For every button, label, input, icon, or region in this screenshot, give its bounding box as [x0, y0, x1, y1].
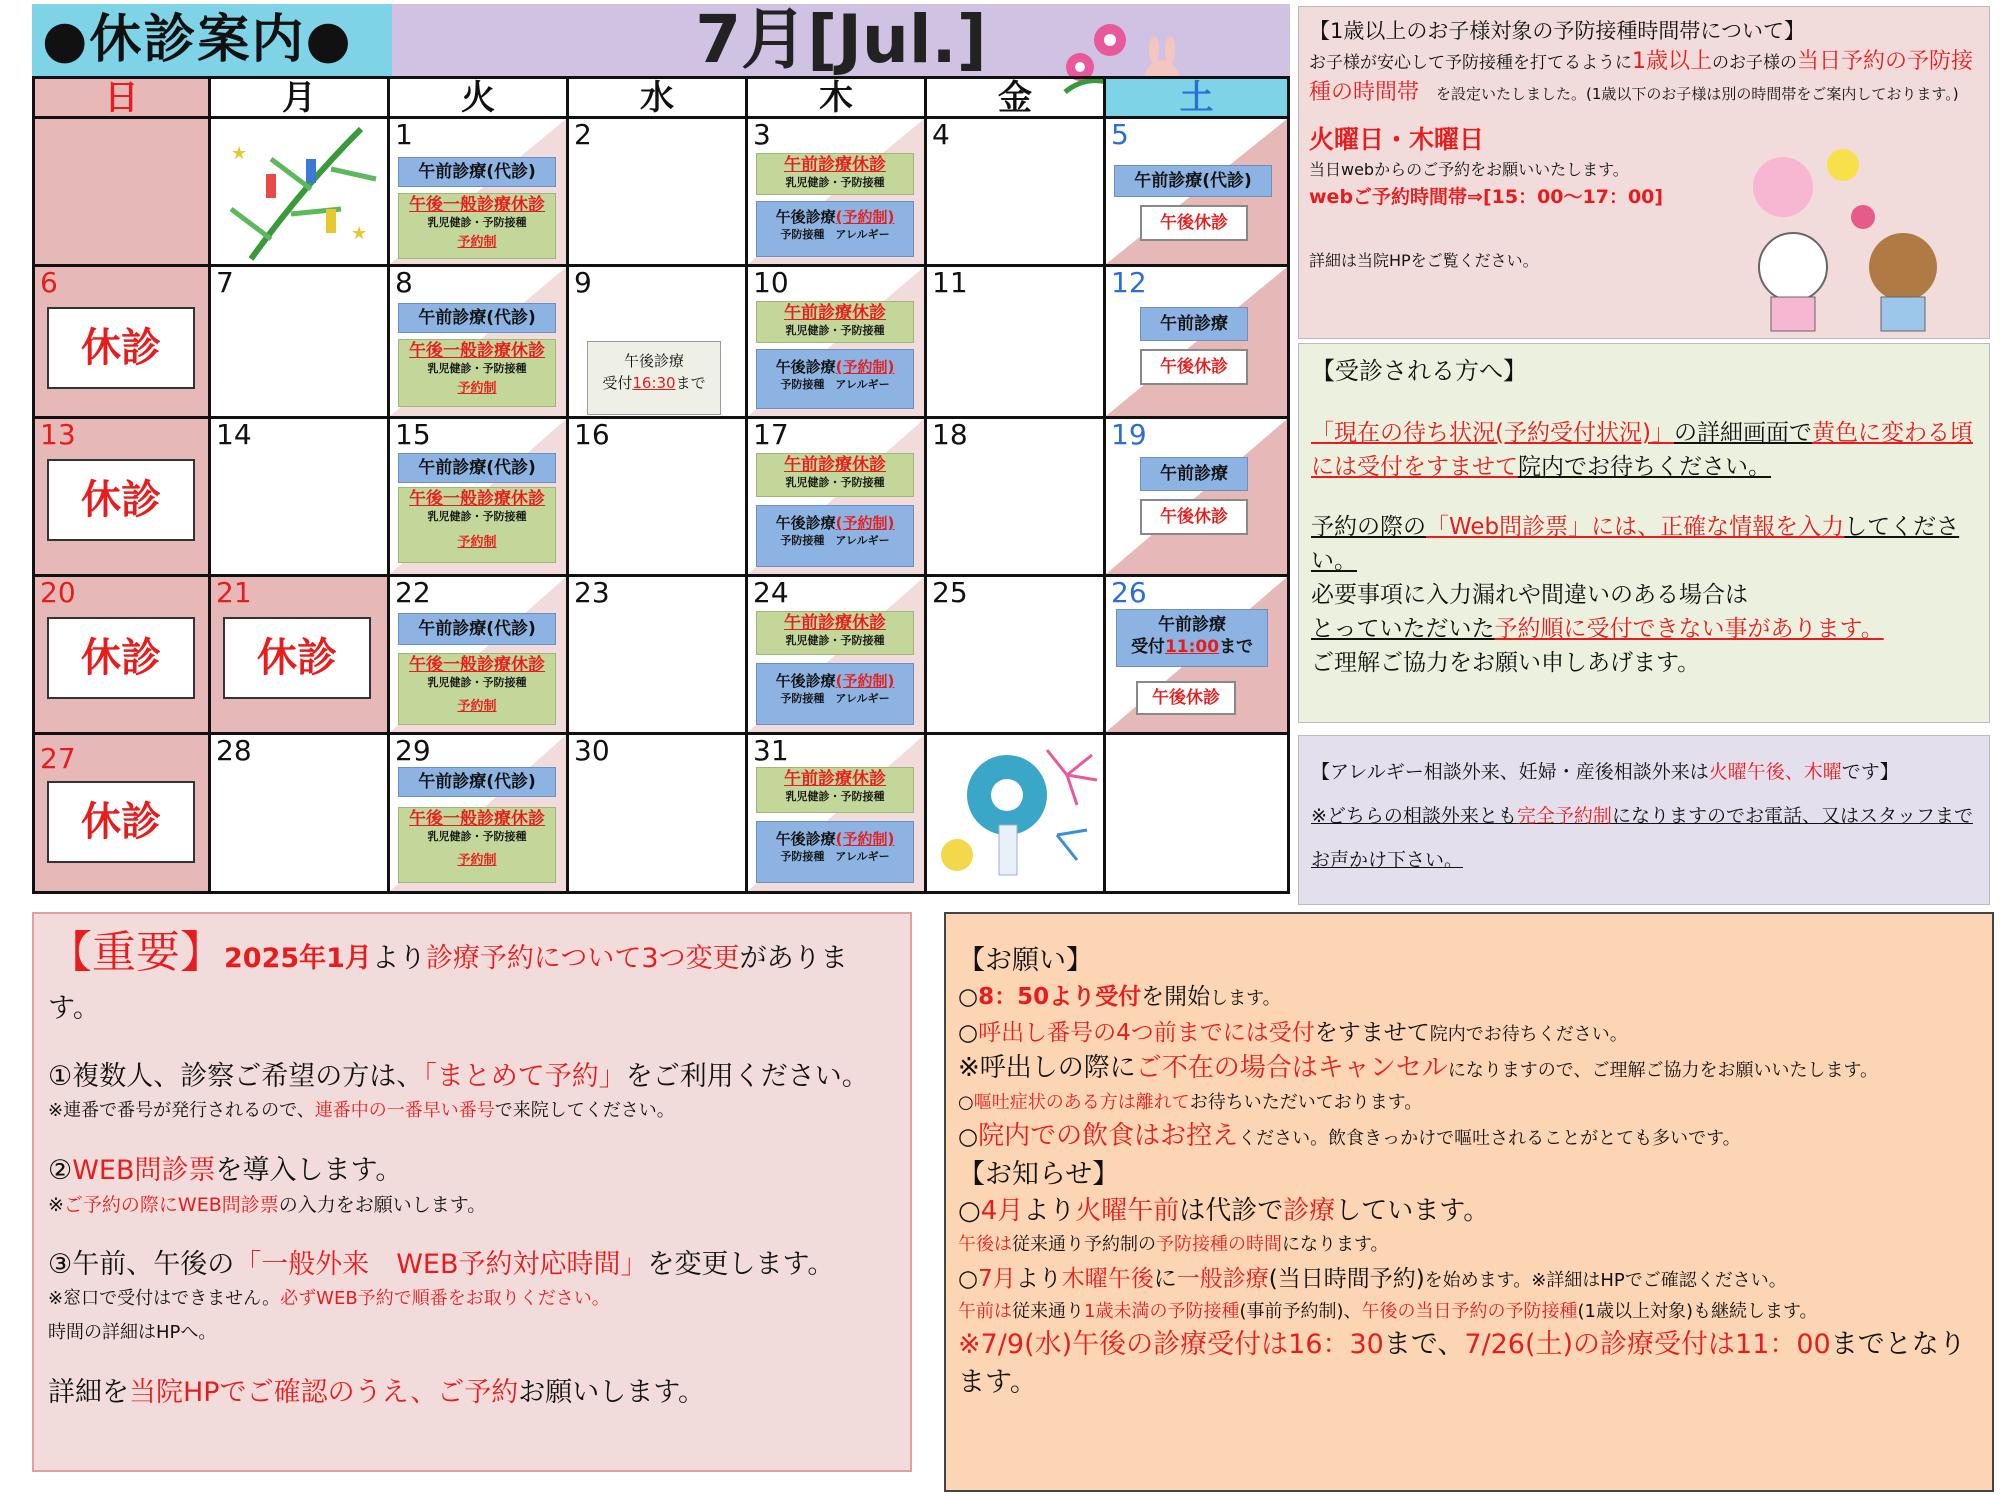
svg-text:★: ★ — [231, 143, 248, 164]
day-number: 10 — [753, 267, 789, 299]
calendar-title-month: 7月[Jul.] — [392, 4, 1290, 76]
calendar-title-left: ●休診案内● — [32, 4, 392, 76]
pm-general-closed-block: 午後一般診療休診 乳児健診・予防接種 予約制 — [398, 653, 556, 725]
vaccination-web-note: 当日webからのご予約をお願いいたします。 — [1309, 160, 1629, 179]
am-substitute-block: 午前診療(代診) — [1114, 165, 1272, 197]
day-number: 30 — [574, 735, 610, 767]
day-number: 20 — [40, 577, 76, 609]
am-clinic-block: 午前診療 — [1140, 307, 1248, 341]
day-number: 9 — [574, 267, 592, 299]
day-cell — [569, 267, 748, 419]
pm-clinic-block: 午後診療(予約制) 予防接種 アレルギー — [756, 505, 914, 567]
visitor-panel-line-5: ご理解ご協力をお願い申しあげます。 — [1311, 650, 1701, 676]
notice-item-3: ※7/9(水)午後の診療受付は16：30まで、7/26(土)の診療受付は11：00までとなります。 — [958, 1329, 1966, 1398]
day-cell-holiday — [211, 577, 390, 735]
day-cell — [390, 577, 569, 735]
am-closed-block: 午前診療休診 乳児健診・予防接種 — [756, 611, 914, 655]
visitor-panel-line-1: 「現在の待ち状況(予約受付状況)」の詳細画面で黄色に変わる頃には受付をすませて院内でお待ちください。 — [1311, 420, 1973, 480]
closed-label: 休診 — [47, 617, 195, 699]
pm-clinic-block: 午後診療(予約制) 予防接種 アレルギー — [756, 663, 914, 725]
request-item-3: ※呼出しの際にご不在の場合はキャンセルになりますので、ご理解ご協力をお願いいたします。 — [958, 1053, 1879, 1083]
pm-off-block: 午後休診 — [1140, 349, 1248, 385]
day-number: 19 — [1111, 419, 1147, 451]
request-item-2: ○呼出し番号の4つ前までには受付をすませて院内でお待ちください。 — [958, 1020, 1628, 1046]
day-number: 31 — [753, 735, 789, 767]
day-number: 21 — [216, 577, 252, 609]
day-number: 29 — [395, 735, 431, 767]
closed-label: 休診 — [47, 781, 195, 863]
am-closed-block: 午前診療休診 乳児健診・予防接種 — [756, 453, 914, 497]
day-number: 3 — [753, 119, 771, 151]
visitor-panel-line-4: とっていただいた予約順に受付できない事があります。 — [1311, 616, 1884, 642]
important-footer: 詳細を当院HPでご確認のうえ、ご予約お願いします。 — [48, 1377, 706, 1408]
weekday-wed: 水 — [569, 79, 748, 119]
day-cell-empty — [211, 119, 390, 267]
pm-clinic-block: 午後診療(予約制) 予防接種 アレルギー — [756, 349, 914, 409]
request-title: 【お願い】 — [958, 945, 1093, 976]
day-cell-saturday — [1106, 267, 1287, 419]
day-cell — [211, 419, 390, 577]
allergy-consultation-panel — [1298, 735, 1990, 905]
wind-chime-fireworks-illustration — [927, 735, 1106, 891]
day-cell-saturday — [1106, 577, 1287, 735]
day-cell — [569, 119, 748, 267]
day-number: 6 — [40, 267, 58, 299]
pm-clinic-block: 午後診療(予約制) 予防接種 アレルギー — [756, 201, 914, 257]
day-cell — [927, 267, 1106, 419]
important-item-2: ②WEB問診票を導入します。 — [48, 1155, 403, 1186]
day-number: 22 — [395, 577, 431, 609]
closed-label: 休診 — [47, 459, 195, 541]
am-substitute-block: 午前診療(代診) — [398, 453, 556, 483]
day-cell — [211, 267, 390, 419]
day-cell — [748, 119, 927, 267]
vaccination-web-hours: webご予約時間帯⇒[15：00～17：00] — [1309, 186, 1664, 208]
day-number: 27 — [40, 742, 76, 775]
day-number: 15 — [395, 419, 431, 451]
day-cell-sunday — [35, 735, 211, 891]
pm-off-block: 午後休診 — [1140, 205, 1248, 241]
weekday-sat: 土 — [1106, 79, 1287, 119]
day-cell — [569, 577, 748, 735]
request-notice-panel — [944, 912, 1994, 1492]
am-closed-block: 午前診療休診 乳児健診・予防接種 — [756, 301, 914, 343]
pm-general-closed-block: 午後一般診療休診 乳児健診・予防接種 予約制 — [398, 339, 556, 407]
day-number: 13 — [40, 419, 76, 451]
pm-clinic-note-block: 午後診療 受付16:30まで — [587, 341, 721, 415]
am-clinic-block: 午前診療 — [1140, 457, 1248, 491]
day-cell — [748, 267, 927, 419]
weekday-mon: 月 — [211, 79, 390, 119]
day-number: 28 — [216, 735, 252, 767]
am-clinic-block: 午前診療 受付11:00まで — [1116, 609, 1268, 667]
day-cell-empty — [35, 119, 211, 267]
day-cell-sunday — [35, 419, 211, 577]
tanabata-bamboo-illustration — [211, 119, 390, 267]
day-number: 18 — [932, 419, 968, 451]
notice-title: 【お知らせ】 — [958, 1159, 1120, 1190]
svg-text:★: ★ — [351, 223, 368, 244]
day-number: 25 — [932, 577, 968, 609]
day-cell-sunday — [35, 577, 211, 735]
weekday-thu: 木 — [748, 79, 927, 119]
notice-item-1: ○4月より火曜午前は代診で診療しています。 — [958, 1196, 1490, 1226]
pm-general-closed-block: 午後一般診療休診 乳児健診・予防接種 予約制 — [398, 487, 556, 563]
important-item-3-note-2: 時間の詳細はHPへ。 — [48, 1322, 217, 1343]
important-heading: 【重要】2025年1月より診療予約について3つ変更があります。 — [48, 927, 848, 1024]
pm-general-closed-block: 午後一般診療休診 乳児健診・予防接種 予約制 — [398, 193, 556, 259]
am-substitute-block: 午前診療(代診) — [398, 767, 556, 797]
day-cell — [569, 419, 748, 577]
request-item-1: ○8：50より受付を開始します。 — [958, 984, 1281, 1010]
notice-item-2: ○7月より木曜午後に一般診療(当日時間予約)を始めます。※詳細はHPでご確認ください。 — [958, 1266, 1787, 1292]
day-cell — [390, 119, 569, 267]
day-cell — [927, 577, 1106, 735]
vaccination-time-panel — [1298, 6, 1990, 339]
vaccination-hp-note: 詳細は当院HPをご覧ください。 — [1309, 251, 1539, 270]
important-notice-panel — [32, 912, 912, 1472]
day-number: 4 — [932, 119, 950, 151]
important-item-2-note: ※ご予約の際にWEB問診票の入力をお願いします。 — [48, 1194, 487, 1216]
day-cell — [390, 267, 569, 419]
day-cell — [211, 735, 390, 891]
day-number: 17 — [753, 419, 789, 451]
day-number: 11 — [932, 267, 968, 299]
am-closed-block: 午前診療休診 乳児健診・予防接種 — [756, 153, 914, 195]
day-number: 1 — [395, 119, 413, 151]
am-substitute-block: 午前診療(代診) — [398, 303, 556, 333]
day-number: 23 — [574, 577, 610, 609]
day-number: 12 — [1111, 267, 1147, 299]
closed-label: 休診 — [47, 307, 195, 389]
vaccination-panel-title: 【1歳以上のお子様対象の予防接種時間帯について】 — [1309, 19, 1805, 43]
day-cell-empty — [927, 735, 1106, 891]
notice-item-2-note: 午前は従来通り1歳未満の予防接種(事前予約制)、午後の当日予約の予防接種(1歳以上対象)も継続します。 — [958, 1301, 1818, 1322]
day-cell — [569, 735, 748, 891]
day-number: 16 — [574, 419, 610, 451]
pm-off-block: 午後休診 — [1136, 681, 1236, 715]
vaccination-panel-text: お子様が安心して予防接種を打てるように1歳以上のお子様の当日予約の予防接種の時間帯 を設定いたしました。(1歳以下のお子様は別の時間帯をご案内しております。) — [1309, 49, 1974, 105]
visitor-panel-line-3: 必要事項に入力漏れや間違いのある場合は — [1311, 582, 1748, 608]
day-cell — [748, 419, 927, 577]
request-item-5: ○院内での飲食はお控えください。飲食きっかけで嘔吐されることがとても多いです。 — [958, 1121, 1741, 1151]
important-item-1: ①複数人、診察ご希望の方は、「まとめて予約」をご利用ください。 — [48, 1061, 869, 1092]
day-cell — [748, 577, 927, 735]
am-substitute-block: 午前診療(代診) — [398, 157, 556, 187]
visitor-info-panel — [1298, 343, 1990, 723]
day-number: 7 — [216, 267, 234, 299]
visitor-panel-line-2: 予約の際の「Web問診票」には、正確な情報を入力してください。 — [1311, 514, 1960, 574]
visitor-panel-title: 【受診される方へ】 — [1311, 357, 1527, 385]
day-number: 14 — [216, 419, 252, 451]
pm-general-closed-block: 午後一般診療休診 乳児健診・予防接種 予約制 — [398, 807, 556, 883]
important-item-3: ③午前、午後の「一般外来 WEB予約対応時間」を変更します。 — [48, 1249, 835, 1280]
day-cell-saturday — [1106, 419, 1287, 577]
allergy-panel-line-2: ※どちらの相談外来とも完全予約制になりますのでお電話、又はスタッフまでお声かけ下さい。 — [1311, 805, 1973, 871]
calendar-grid — [32, 76, 1290, 894]
allergy-panel-line-1: 【アレルギー相談外来、妊婦・産後相談外来は火曜午後、木曜です】 — [1311, 761, 1899, 783]
am-closed-block: 午前診療休診 乳児健診・予防接種 — [756, 767, 914, 813]
weekday-sun: 日 — [35, 79, 211, 119]
day-number: 8 — [395, 267, 413, 299]
day-number: 2 — [574, 119, 592, 151]
day-cell — [390, 735, 569, 891]
day-number: 5 — [1111, 119, 1129, 151]
nurse-rabbit-bear-illustration — [1733, 137, 1983, 337]
day-cell — [390, 419, 569, 577]
day-cell — [927, 419, 1106, 577]
vaccination-days: 火曜日・木曜日 — [1309, 125, 1485, 154]
day-cell-sunday — [35, 267, 211, 419]
pm-off-block: 午後休診 — [1140, 499, 1248, 535]
request-item-4: ○嘔吐症状のある方は離れてお待ちいただいております。 — [958, 1092, 1423, 1113]
notice-item-1-note: 午後は従来通り予約制の予防接種の時間になります。 — [958, 1234, 1389, 1255]
day-cell — [748, 735, 927, 891]
important-item-1-note: ※連番で番号が発行されるので、連番中の一番早い番号で来院してください。 — [48, 1100, 675, 1121]
day-cell-saturday — [1106, 119, 1287, 267]
weekday-fri: 金 — [927, 79, 1106, 119]
day-cell-empty — [1106, 735, 1287, 891]
am-substitute-block: 午前診療(代診) — [398, 613, 556, 645]
important-item-3-note: ※窓口で受付はできません。必ずWEB予約で順番をお取りください。 — [48, 1288, 610, 1309]
closed-label: 休診 — [223, 617, 371, 699]
day-number: 26 — [1111, 577, 1147, 609]
day-cell — [927, 119, 1106, 267]
day-number: 24 — [753, 577, 789, 609]
weekday-tue: 火 — [390, 79, 569, 119]
pm-clinic-block: 午後診療(予約制) 予防接種 アレルギー — [756, 821, 914, 883]
